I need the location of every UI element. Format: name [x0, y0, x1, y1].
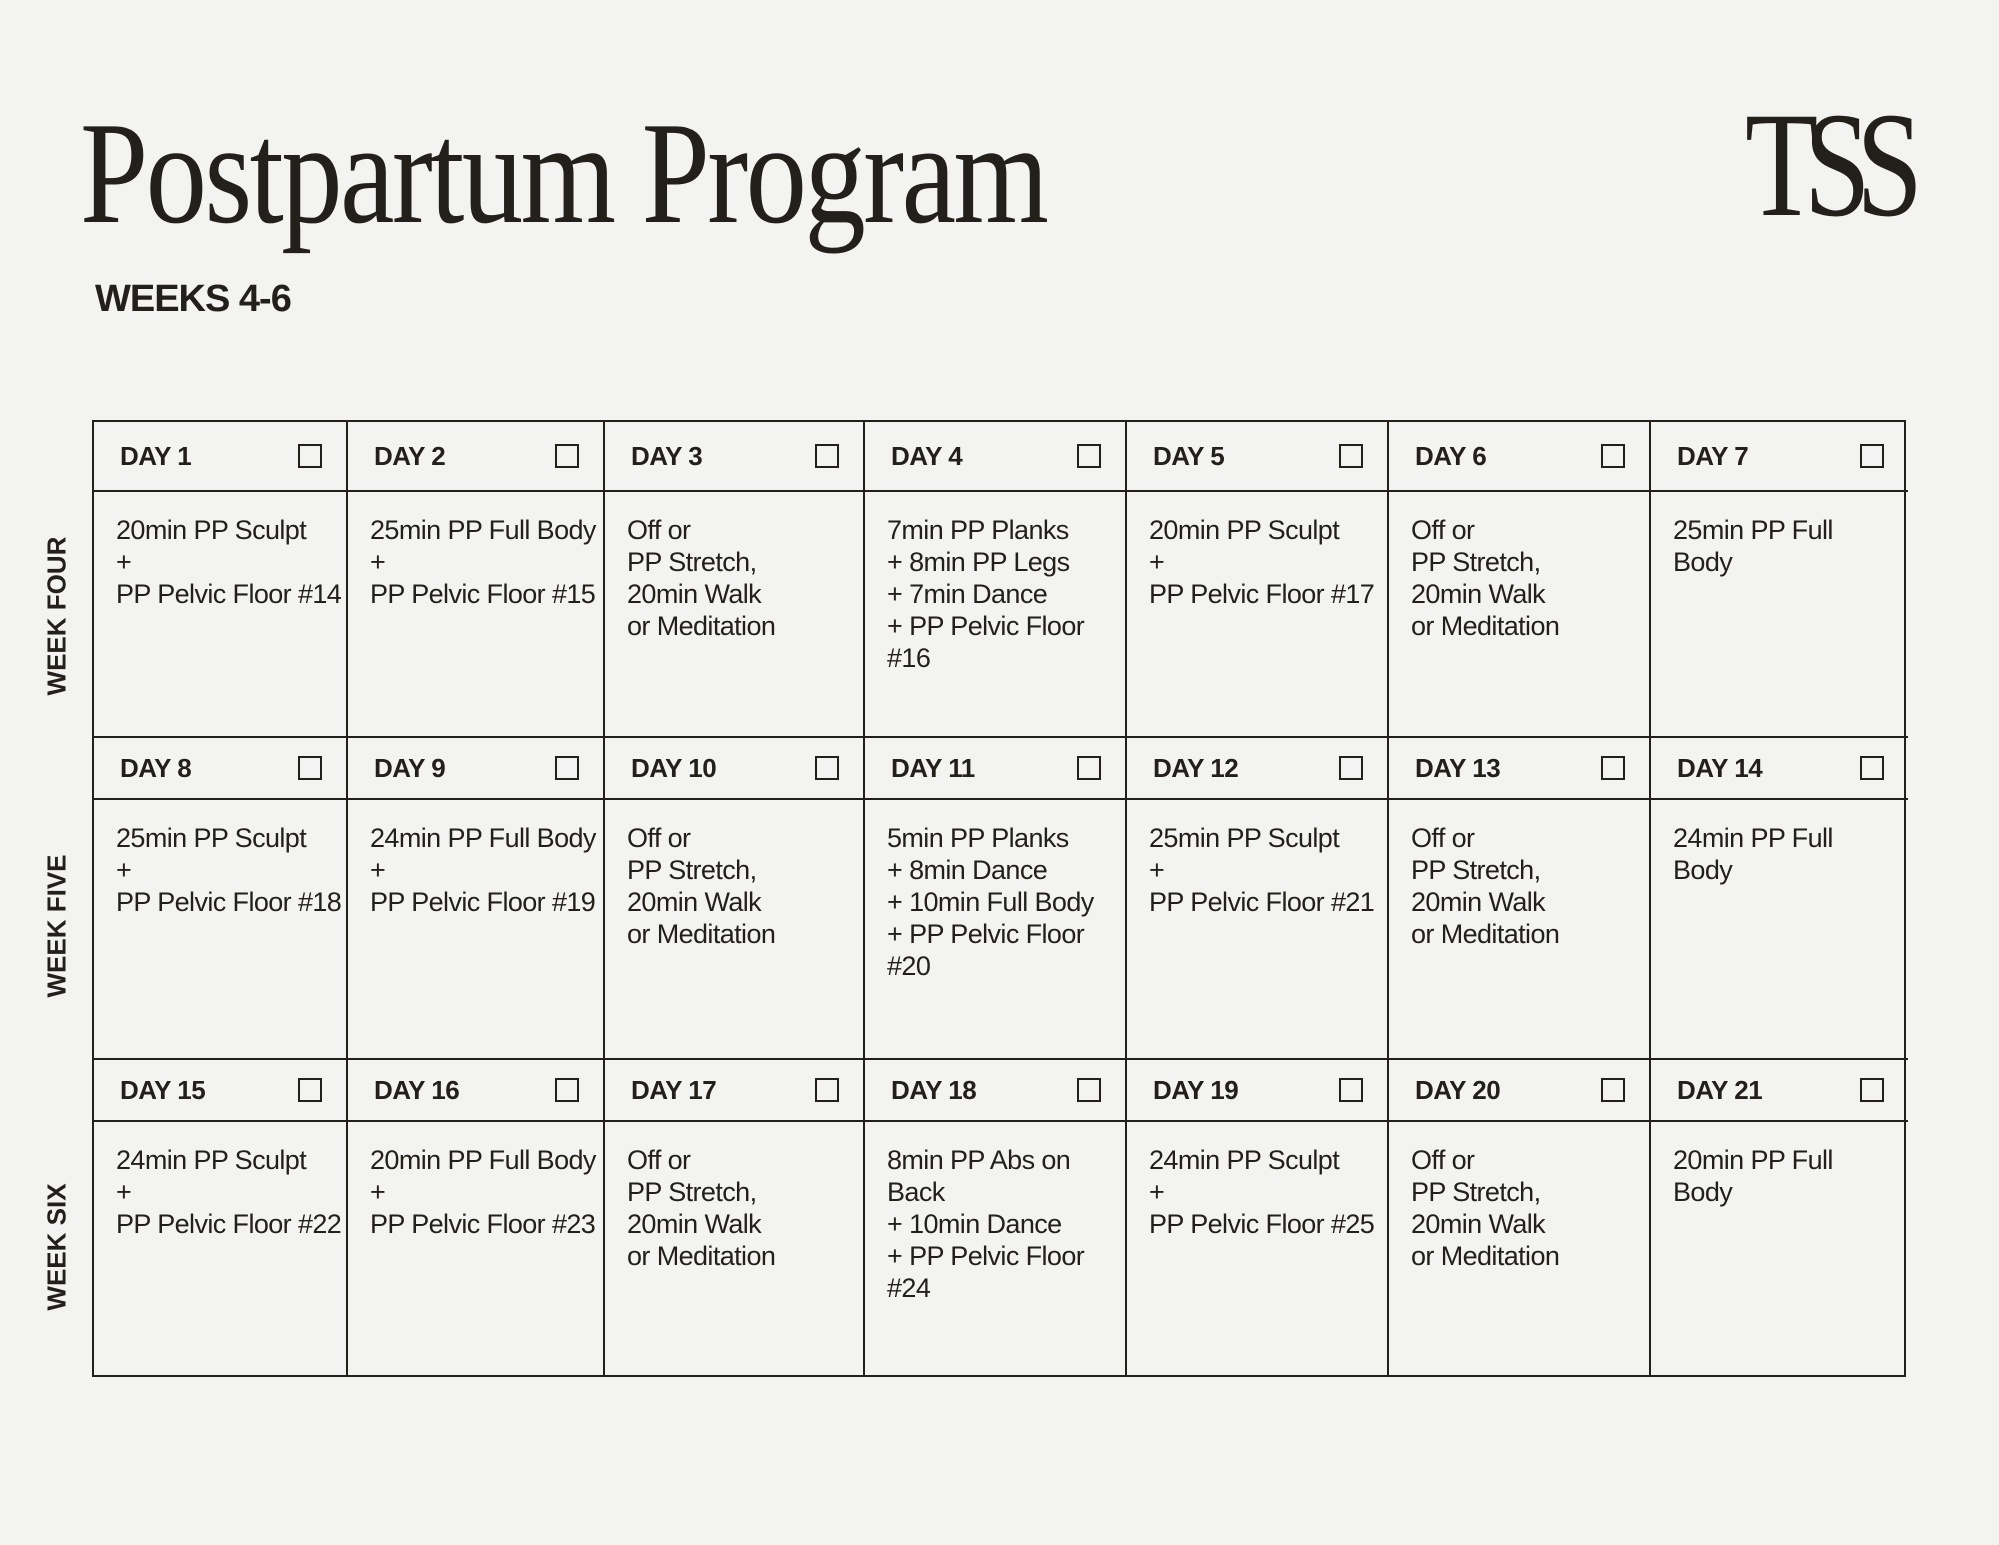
day-label: DAY 8	[120, 752, 192, 783]
workout-line: PP Pelvic Floor #21	[1149, 887, 1375, 917]
workout-line: 25min PP Sculpt	[1149, 823, 1340, 853]
day-header	[1651, 1060, 1908, 1122]
workout-line: Off or	[1411, 823, 1475, 853]
workout-line: PP Stretch,	[1411, 855, 1541, 885]
workout-line: 20min PP Sculpt	[116, 515, 307, 545]
workout-line: PP Stretch,	[1411, 547, 1541, 577]
workout-line: PP Pelvic Floor #15	[370, 579, 596, 609]
workout-line: 20min PP Sculpt	[1149, 515, 1340, 545]
day-checkbox[interactable]	[298, 444, 322, 468]
workout-line: +	[1149, 547, 1165, 577]
workout-line: +	[116, 855, 132, 885]
day-label: DAY 2	[374, 440, 446, 471]
day-label: DAY 10	[631, 752, 717, 783]
workout-line: PP Stretch,	[627, 1177, 757, 1207]
workout-line: or Meditation	[1411, 611, 1560, 641]
day-checkbox[interactable]	[1077, 444, 1101, 468]
day-header	[1389, 422, 1651, 492]
day-label: DAY 18	[891, 1074, 977, 1105]
day-label: DAY 5	[1153, 440, 1225, 471]
workout-cell	[865, 1122, 1127, 1375]
workout-line: Off or	[627, 1145, 691, 1175]
workout-cell	[94, 800, 348, 1060]
workout-line: PP Pelvic Floor #14	[116, 579, 342, 609]
day-checkbox[interactable]	[1860, 1078, 1884, 1102]
day-header	[605, 422, 865, 492]
workout-line: 20min PP Full	[1673, 1145, 1833, 1175]
workout-cell	[605, 800, 865, 1060]
day-label: DAY 16	[374, 1074, 460, 1105]
workout-line: +	[1149, 1177, 1165, 1207]
day-label: DAY 20	[1415, 1074, 1501, 1105]
workout-cell	[1389, 492, 1651, 738]
workout-line: 25min PP Sculpt	[116, 823, 307, 853]
workout-line: or Meditation	[1411, 919, 1560, 949]
day-label: DAY 17	[631, 1074, 717, 1105]
page-title: Postpartum Program	[80, 92, 1047, 254]
workout-cell	[605, 1122, 865, 1375]
day-checkbox[interactable]	[298, 756, 322, 780]
day-label: DAY 13	[1415, 752, 1501, 783]
workout-line: or Meditation	[627, 919, 776, 949]
day-label: DAY 12	[1153, 752, 1239, 783]
workout-line: Body	[1673, 855, 1733, 885]
workout-line: 8min PP Abs on	[887, 1145, 1071, 1175]
day-label: DAY 9	[374, 752, 446, 783]
workout-line: +	[116, 547, 132, 577]
day-checkbox[interactable]	[1601, 444, 1625, 468]
workout-line: Off or	[1411, 515, 1475, 545]
day-checkbox[interactable]	[1339, 444, 1363, 468]
workout-line: or Meditation	[627, 1241, 776, 1271]
day-header	[1651, 738, 1908, 800]
workout-cell	[1651, 1122, 1908, 1375]
workout-line: 24min PP Sculpt	[1149, 1145, 1340, 1175]
brand-logo: TSS	[1745, 82, 1909, 248]
workout-line: 20min Walk	[627, 887, 762, 917]
workout-line: + 10min Dance	[887, 1209, 1062, 1239]
day-checkbox[interactable]	[1860, 756, 1884, 780]
workout-line: PP Stretch,	[627, 547, 757, 577]
workout-line: PP Pelvic Floor #23	[370, 1209, 596, 1239]
day-checkbox[interactable]	[555, 444, 579, 468]
workout-line: PP Stretch,	[1411, 1177, 1541, 1207]
day-checkbox[interactable]	[1601, 756, 1625, 780]
day-header	[1127, 738, 1389, 800]
workout-line: Back	[887, 1177, 945, 1207]
day-label: DAY 11	[891, 752, 975, 783]
day-checkbox[interactable]	[815, 444, 839, 468]
day-checkbox[interactable]	[298, 1078, 322, 1102]
workout-line: or Meditation	[1411, 1241, 1560, 1271]
workout-line: #20	[887, 951, 931, 981]
workout-cell	[1127, 492, 1389, 738]
workout-line: + PP Pelvic Floor	[887, 611, 1085, 641]
workout-line: or Meditation	[627, 611, 776, 641]
workout-line: #16	[887, 643, 931, 673]
workout-line: +	[370, 855, 386, 885]
workout-line: + 7min Dance	[887, 579, 1048, 609]
workout-line: +	[1149, 855, 1165, 885]
workout-line: 24min PP Sculpt	[116, 1145, 307, 1175]
workout-line: PP Stretch,	[627, 855, 757, 885]
workout-line: + 10min Full Body	[887, 887, 1094, 917]
workout-line: Body	[1673, 547, 1733, 577]
workout-line: #24	[887, 1273, 931, 1303]
workout-line: +	[116, 1177, 132, 1207]
workout-cell	[1389, 800, 1651, 1060]
workout-line: PP Pelvic Floor #22	[116, 1209, 342, 1239]
workout-line: + 8min PP Legs	[887, 547, 1070, 577]
day-header	[348, 422, 605, 492]
day-checkbox[interactable]	[555, 756, 579, 780]
workout-cell	[1651, 800, 1908, 1060]
workout-line: 20min Walk	[627, 579, 762, 609]
day-checkbox[interactable]	[815, 1078, 839, 1102]
workout-line: Off or	[627, 515, 691, 545]
day-label: DAY 1	[120, 440, 192, 471]
workout-cell	[1389, 1122, 1651, 1375]
workout-cell	[865, 492, 1127, 738]
day-checkbox[interactable]	[1077, 756, 1101, 780]
day-label: DAY 4	[891, 440, 963, 471]
workout-line: 20min Walk	[627, 1209, 762, 1239]
workout-line: PP Pelvic Floor #18	[116, 887, 342, 917]
day-label: DAY 14	[1677, 752, 1763, 783]
workout-line: + 8min Dance	[887, 855, 1048, 885]
workout-line: 20min PP Full Body	[370, 1145, 596, 1175]
day-header	[865, 1060, 1127, 1122]
workout-cell	[605, 492, 865, 738]
day-header	[1651, 422, 1908, 492]
day-header	[1127, 1060, 1389, 1122]
workout-line: PP Pelvic Floor #19	[370, 887, 596, 917]
day-label: DAY 6	[1415, 440, 1487, 471]
workout-cell	[1127, 1122, 1389, 1375]
workout-line: 5min PP Planks	[887, 823, 1069, 853]
workout-cell	[1651, 492, 1908, 738]
day-checkbox[interactable]	[1339, 756, 1363, 780]
day-checkbox[interactable]	[1339, 1078, 1363, 1102]
workout-line: 20min Walk	[1411, 579, 1546, 609]
day-checkbox[interactable]	[815, 756, 839, 780]
workout-line: 24min PP Full	[1673, 823, 1833, 853]
day-header	[865, 738, 1127, 800]
day-header	[94, 1060, 348, 1122]
workout-line: 7min PP Planks	[887, 515, 1069, 545]
day-label: DAY 7	[1677, 440, 1749, 471]
workout-cell	[348, 1122, 605, 1375]
day-header	[1127, 422, 1389, 492]
day-header	[94, 738, 348, 800]
day-checkbox[interactable]	[555, 1078, 579, 1102]
workout-line: PP Pelvic Floor #17	[1149, 579, 1375, 609]
workout-line: + PP Pelvic Floor	[887, 1241, 1085, 1271]
workout-cell	[865, 800, 1127, 1060]
workout-line: Off or	[627, 823, 691, 853]
workout-cell	[94, 1122, 348, 1375]
day-header	[605, 1060, 865, 1122]
day-header	[348, 1060, 605, 1122]
day-header	[1389, 738, 1651, 800]
day-checkbox[interactable]	[1601, 1078, 1625, 1102]
workout-line: +	[370, 1177, 386, 1207]
day-label: DAY 19	[1153, 1074, 1239, 1105]
day-header	[94, 422, 348, 492]
workout-line: 24min PP Full Body	[370, 823, 596, 853]
workout-line: 20min Walk	[1411, 1209, 1546, 1239]
day-label: DAY 15	[120, 1074, 206, 1105]
day-header	[348, 738, 605, 800]
workout-line: + PP Pelvic Floor	[887, 919, 1085, 949]
day-label: DAY 3	[631, 440, 703, 471]
workout-line: 25min PP Full Body	[370, 515, 596, 545]
day-checkbox[interactable]	[1077, 1078, 1101, 1102]
day-header	[605, 738, 865, 800]
workout-line: PP Pelvic Floor #25	[1149, 1209, 1375, 1239]
workout-cell	[348, 492, 605, 738]
workout-line: Body	[1673, 1177, 1733, 1207]
workout-cell	[1127, 800, 1389, 1060]
day-checkbox[interactable]	[1860, 444, 1884, 468]
workout-line: +	[370, 547, 386, 577]
day-header	[865, 422, 1127, 492]
workout-cell	[348, 800, 605, 1060]
schedule-grid	[92, 420, 1906, 1377]
workout-line: 25min PP Full	[1673, 515, 1833, 545]
page-subtitle: WEEKS 4-6	[95, 278, 291, 320]
day-label: DAY 21	[1677, 1074, 1763, 1105]
workout-cell	[94, 492, 348, 738]
workout-line: Off or	[1411, 1145, 1475, 1175]
workout-line: 20min Walk	[1411, 887, 1546, 917]
day-header	[1389, 1060, 1651, 1122]
